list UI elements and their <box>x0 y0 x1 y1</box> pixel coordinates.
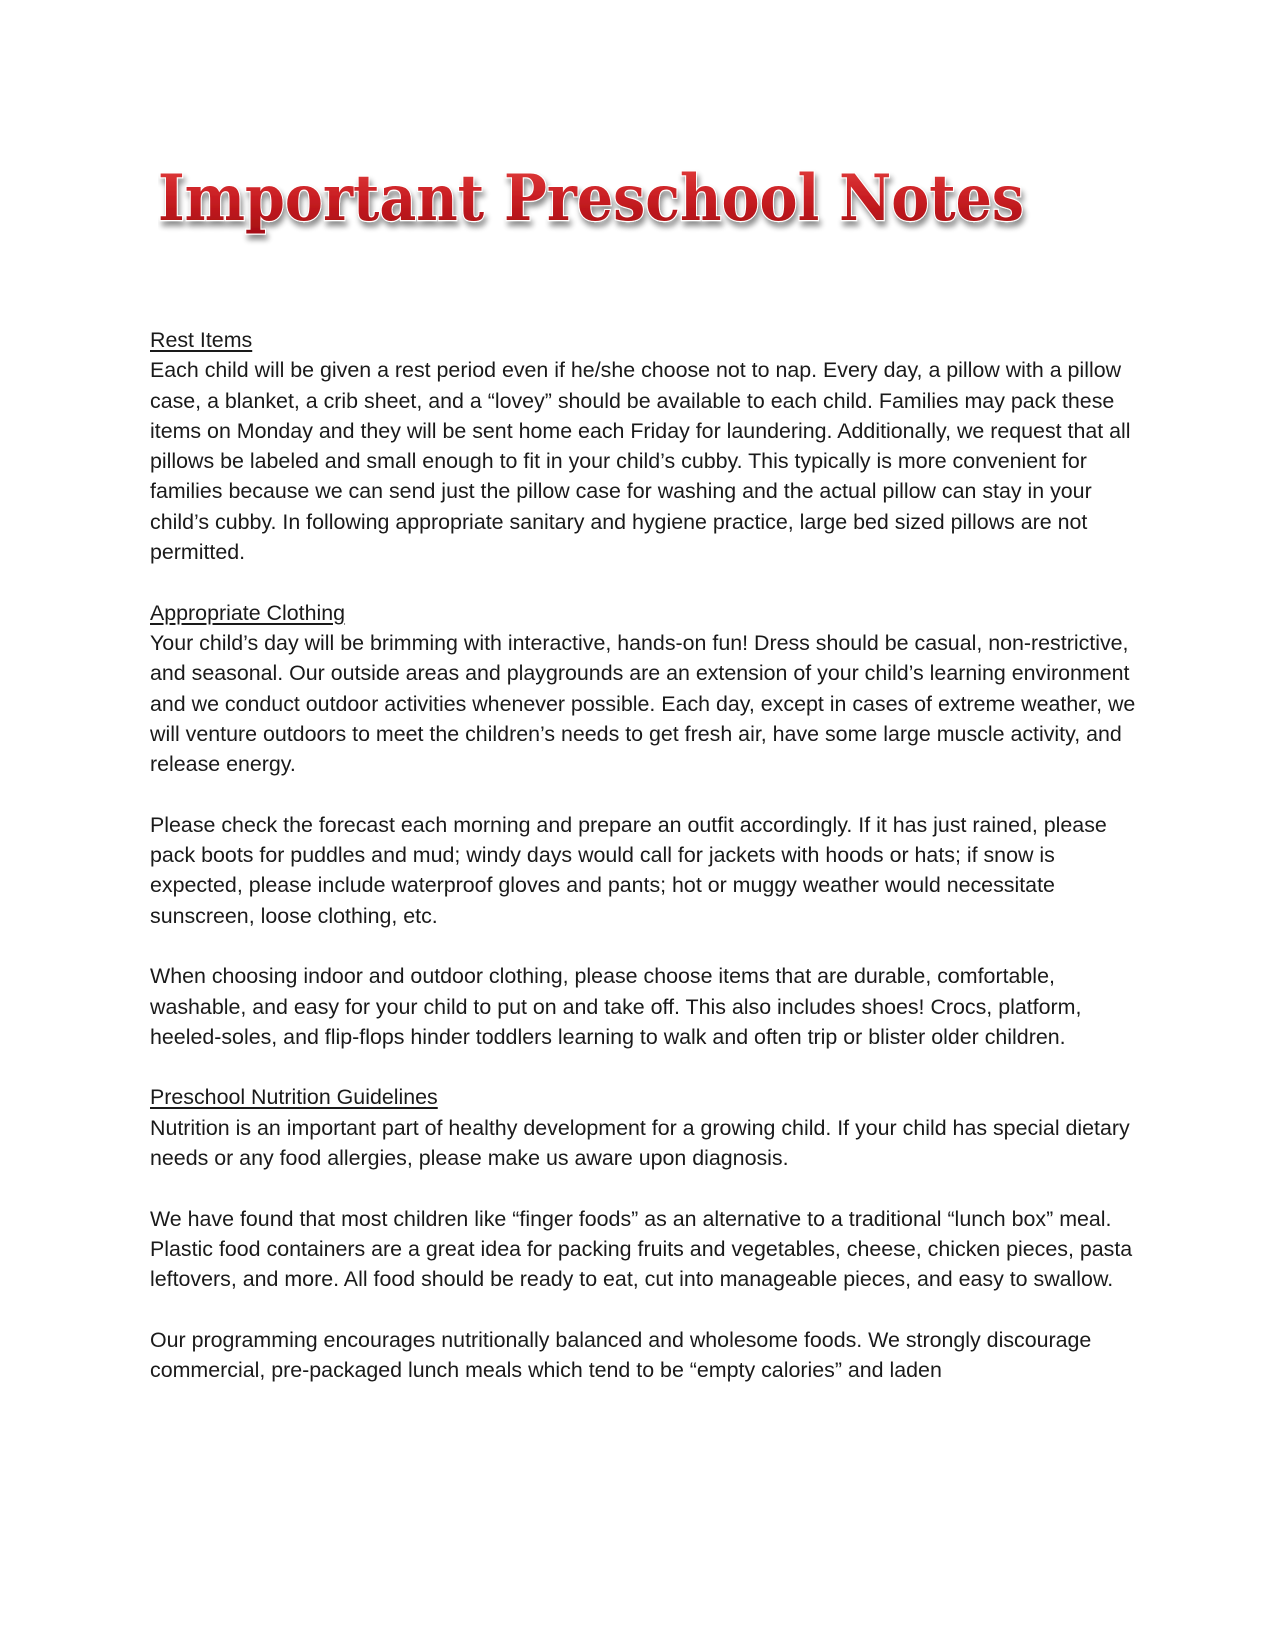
paragraph: Each child will be given a rest period even if he/she choose not to nap. Every day, a pillow with a pillow case, a blanket, a crib sheet, and a “lovey” should be available to each child. Families may pack these items on Monday and they will be sent home each Friday for laundering. Additionally, we request that all pillows be labeled and small enough to fit in your child’s cubby. This typically is more convenient for families because we can send just the pillow case for washing and the actual pillow can stay in your child’s cubby. In following appropriate sanitary and hygiene practice, large bed sized pillows are not permitted. <box>150 358 1131 565</box>
section-heading: Appropriate Clothing <box>150 600 346 625</box>
paragraph-gap <box>150 567 1140 597</box>
paragraph-gap <box>150 1052 1140 1082</box>
document-body <box>150 325 1140 1385</box>
paragraph-gap <box>150 779 1140 809</box>
section-appropriate-clothing <box>150 598 1140 1052</box>
paragraph-gap <box>150 1173 1140 1203</box>
paragraph: Nutrition is an important part of healthy development for a growing child. If your child has special dietary needs or any food allergies, please make us aware upon diagnosis. <box>150 1115 1130 1171</box>
section-heading: Preschool Nutrition Guidelines <box>150 1085 438 1110</box>
title-wordart <box>158 158 1118 258</box>
paragraph: We have found that most children like “finger foods” as an alternative to a traditional “lunch box” meal. Plastic food containers are a great idea for packing fruits and vegetables, cheese, chicken pieces, pasta leftovers, and more. All food should be ready to eat, cut into manageable pieces, and easy to swallow. <box>150 1206 1133 1292</box>
title-text: Important Preschool Notes <box>158 161 1024 236</box>
paragraph: Your child’s day will be brimming with interactive, hands-on fun! Dress should be casual, non-restrictive, and seasonal. Our outside areas and playgrounds are an extension of your child’s learning environment and we conduct outdoor activities whenever possible. Each day, except in cases of extreme weather, we will venture outdoors to meet the children’s needs to get fresh air, have some large muscle activity, and release energy. <box>150 630 1136 777</box>
paragraph-gap <box>150 1295 1140 1325</box>
paragraph: Our programming encourages nutritionally balanced and wholesome foods. We strongly discourage commercial, pre-packaged lunch meals which tend to be “empty calories” and laden <box>150 1327 1092 1383</box>
paragraph-gap <box>150 931 1140 961</box>
paragraph: Please check the forecast each morning and prepare an outfit accordingly. If it has just rained, please pack boots for puddles and mud; windy days would call for jackets with hoods or hats; if snow is expected, please include waterproof gloves and pants; hot or muggy weather would necessitate sunscreen, loose clothing, etc. <box>150 812 1107 928</box>
paragraph: When choosing indoor and outdoor clothing, please choose items that are durable, comfortable, washable, and easy for your child to put on and take off. This also includes shoes! Crocs, platform, heeled-soles, and flip-flops hinder toddlers learning to walk and often trip or blister older children. <box>150 964 1082 1049</box>
section-rest-items <box>150 325 1140 567</box>
section-nutrition-guidelines <box>150 1082 1140 1385</box>
section-heading: Rest Items <box>150 328 253 352</box>
page-title <box>158 158 1118 258</box>
